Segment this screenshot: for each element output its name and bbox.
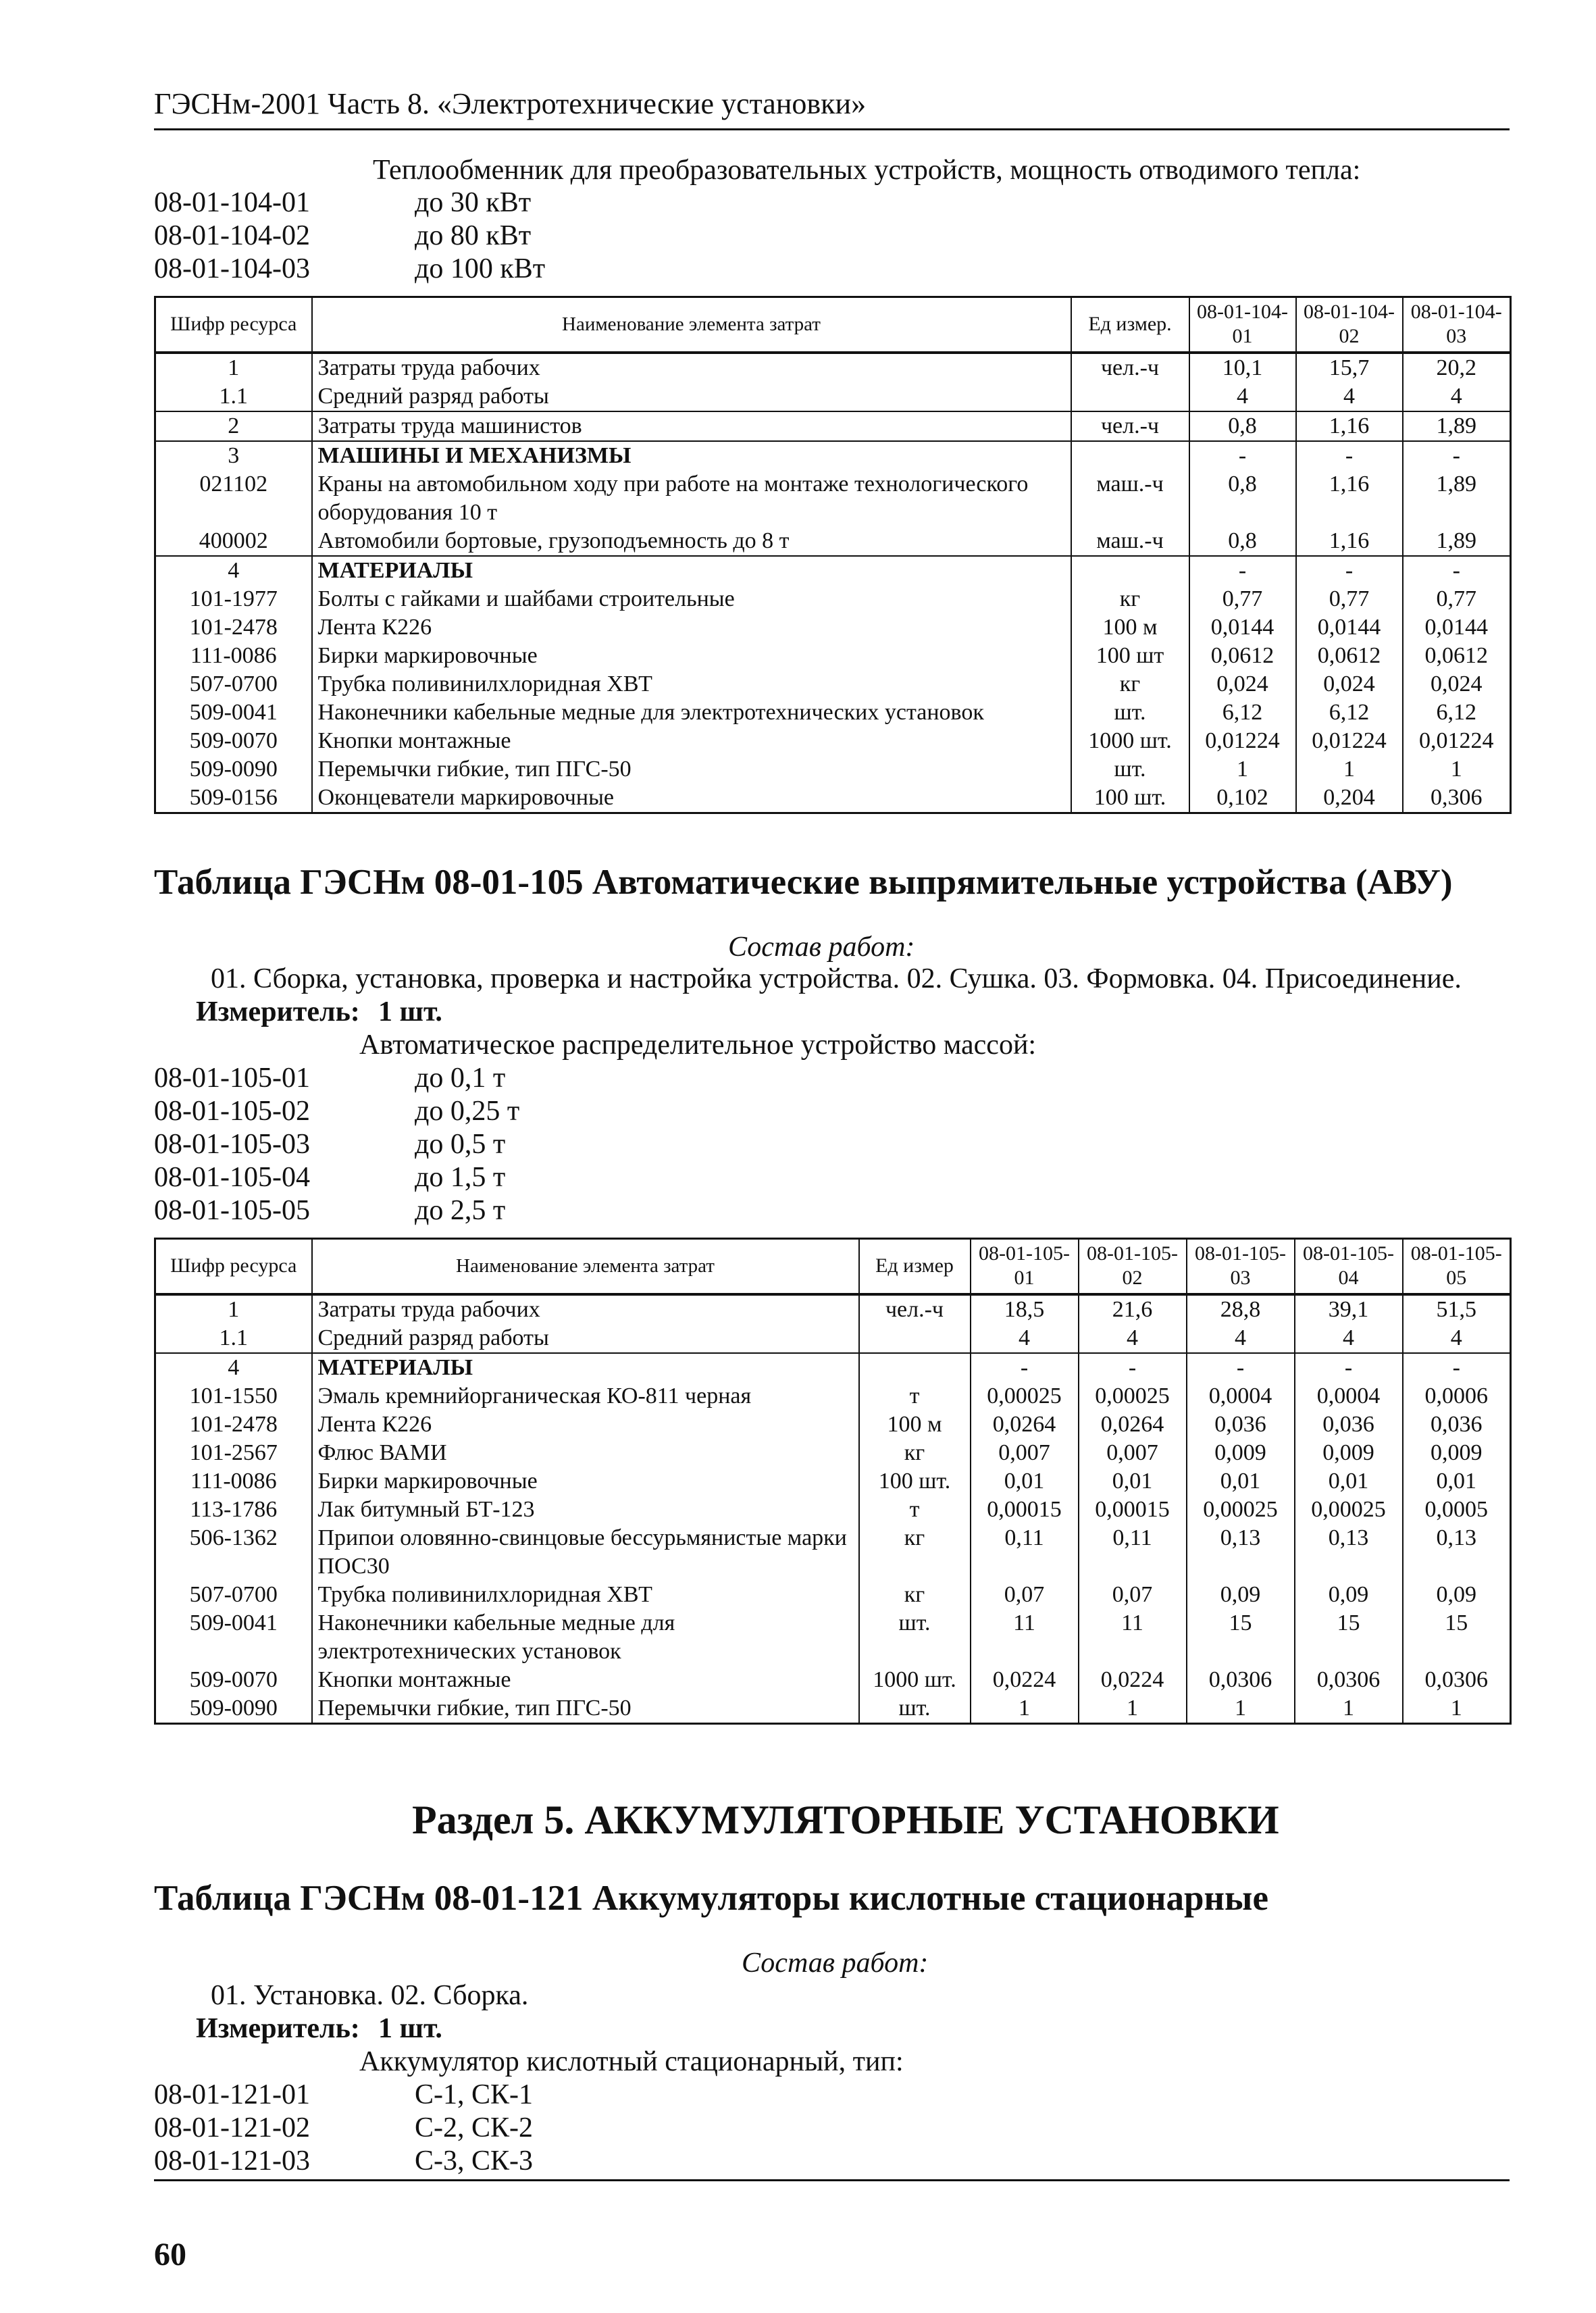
cell-value: 15 (1295, 1609, 1403, 1666)
cell-code: 1.1 (155, 382, 312, 411)
col-header-name: Наименование элемента затрат (312, 1239, 859, 1294)
cell-value: 0,0144 (1189, 613, 1296, 642)
cell-value: 0,024 (1403, 670, 1511, 698)
cell-value: 0,0005 (1403, 1496, 1511, 1524)
col-header-code: Шифр ресурса (155, 1239, 312, 1294)
cell-name: Затраты труда рабочих (312, 1294, 859, 1324)
cell-code: 1 (155, 353, 312, 382)
table-row (155, 1467, 1511, 1496)
cell-value: 11 (1079, 1609, 1187, 1666)
cell-value: 0,11 (1079, 1524, 1187, 1581)
block3-item-value: С-1, СК-1 (415, 2079, 534, 2110)
cell-name: Средний разряд работы (312, 1324, 859, 1353)
cell-value: 0,007 (1079, 1439, 1187, 1467)
cell-value: 0,0224 (971, 1666, 1079, 1694)
cell-value: - (1187, 1353, 1295, 1382)
resource-table-104 (154, 296, 1512, 814)
cell-value: 0,01224 (1296, 727, 1403, 755)
table-row (155, 1353, 1511, 1382)
cell-value: 0,01 (1295, 1467, 1403, 1496)
cell-value: 0,0306 (1187, 1666, 1295, 1694)
cell-value: 0,0224 (1079, 1666, 1187, 1694)
cell-value: 0,007 (971, 1439, 1079, 1467)
cell-value: 1,89 (1403, 411, 1511, 441)
cell-value: 4 (1403, 1324, 1511, 1353)
cell-name: Затраты труда машинистов (312, 411, 1071, 441)
col-header-norm: 08-01-104-02 (1296, 297, 1403, 353)
block2-item-code: 08-01-105-04 (154, 1162, 310, 1193)
cell-value: 0,09 (1403, 1581, 1511, 1609)
cell-unit: 100 м (1071, 613, 1189, 642)
cell-value: - (1079, 1353, 1187, 1382)
cell-name: Наконечники кабельные медные для электротехнических установок (312, 698, 1071, 727)
cell-code: 506-1362 (155, 1524, 312, 1581)
cell-unit: кг (1071, 670, 1189, 698)
cell-value: 0,009 (1403, 1439, 1511, 1467)
cell-value: 0,00025 (1079, 1382, 1187, 1410)
table-row (155, 727, 1511, 755)
cell-code: 1.1 (155, 1324, 312, 1353)
table-row (155, 585, 1511, 613)
cell-value: 28,8 (1187, 1294, 1295, 1324)
cell-name: Кнопки монтажные (312, 1666, 859, 1694)
col-header-norm: 08-01-105-05 (1403, 1239, 1511, 1294)
table-row (155, 353, 1511, 382)
block2-item-value: до 0,5 т (415, 1129, 506, 1160)
table-row (155, 441, 1511, 470)
cell-code: 509-0090 (155, 1694, 312, 1724)
cell-value: 0,024 (1296, 670, 1403, 698)
cell-unit: шт. (859, 1609, 971, 1666)
cell-unit: 1000 шт. (859, 1666, 971, 1694)
cell-code: 509-0090 (155, 755, 312, 784)
composition-label: Состав работ: (728, 932, 915, 963)
cell-unit: 100 шт (1071, 642, 1189, 670)
cell-code: 111-0086 (155, 1467, 312, 1496)
cell-value: 0,036 (1295, 1410, 1403, 1439)
cell-name: МАТЕРИАЛЫ (312, 556, 1071, 585)
cell-value: 0,036 (1187, 1410, 1295, 1439)
cell-value: 18,5 (971, 1294, 1079, 1324)
block3-item-code: 08-01-121-01 (154, 2079, 310, 2110)
cell-name: Лак битумный БТ-123 (312, 1496, 859, 1524)
cell-value: 0,0144 (1296, 613, 1403, 642)
table-row (155, 1410, 1511, 1439)
cell-name: Трубка поливинилхлоридная ХВТ (312, 1581, 859, 1609)
cell-value: 4 (1295, 1324, 1403, 1353)
cell-value: 0,009 (1187, 1439, 1295, 1467)
cell-unit: т (859, 1496, 971, 1524)
col-header-norm: 08-01-104-03 (1403, 297, 1511, 353)
cell-value: 0,0612 (1403, 642, 1511, 670)
composition-text: 01. Установка. 02. Сборка. (211, 1980, 529, 2011)
cell-value: 21,6 (1079, 1294, 1187, 1324)
cell-value: - (1403, 1353, 1511, 1382)
cell-unit: кг (1071, 585, 1189, 613)
block1-item-value: до 30 кВт (415, 187, 532, 218)
table-row (155, 1609, 1511, 1666)
cell-value: 0,13 (1295, 1524, 1403, 1581)
cell-value: 10,1 (1189, 353, 1296, 382)
meter-value: 1 шт. (378, 2013, 442, 2044)
cell-unit (1071, 556, 1189, 585)
cell-value: 0,01224 (1189, 727, 1296, 755)
cell-unit: т (859, 1382, 971, 1410)
cell-code: 400002 (155, 527, 312, 556)
page-number: 60 (154, 2237, 186, 2272)
cell-name: Средний разряд работы (312, 382, 1071, 411)
cell-value: 4 (971, 1324, 1079, 1353)
cell-name: Краны на автомобильном ходу при работе на монтаже технологического оборудования 10 т (312, 470, 1071, 527)
cell-value: 6,12 (1403, 698, 1511, 727)
block2-item-value: до 0,25 т (415, 1096, 520, 1127)
cell-value: - (1295, 1353, 1403, 1382)
composition-label: Состав работ: (742, 1948, 929, 1979)
table-row (155, 1694, 1511, 1724)
cell-name: Припои оловянно-свинцовые бессурьмянистые марки ПОС30 (312, 1524, 859, 1581)
cell-value: 1 (1295, 1694, 1403, 1724)
cell-value: 15 (1403, 1609, 1511, 1666)
table-row (155, 642, 1511, 670)
cell-code: 507-0700 (155, 670, 312, 698)
cell-value: 0,01 (1403, 1467, 1511, 1496)
block1-item-value: до 100 кВт (415, 253, 546, 284)
cell-code: 509-0070 (155, 1666, 312, 1694)
cell-value: 0,00025 (1295, 1496, 1403, 1524)
col-header-norm: 08-01-105-02 (1079, 1239, 1187, 1294)
cell-unit: шт. (859, 1694, 971, 1724)
cell-code: 1 (155, 1294, 312, 1324)
table-row (155, 1524, 1511, 1581)
cell-code: 4 (155, 556, 312, 585)
cell-value: 0,00025 (971, 1382, 1079, 1410)
cell-name: Кнопки монтажные (312, 727, 1071, 755)
header-rule (154, 128, 1510, 130)
cell-value: 1,89 (1403, 470, 1511, 527)
cell-value: 0,024 (1189, 670, 1296, 698)
cell-value: 0,0004 (1295, 1382, 1403, 1410)
cell-unit: чел.-ч (859, 1294, 971, 1324)
cell-value: 0,01 (1187, 1467, 1295, 1496)
block2-item-code: 08-01-105-02 (154, 1096, 310, 1127)
table-row (155, 470, 1511, 527)
cell-name: Трубка поливинилхлоридная ХВТ (312, 670, 1071, 698)
table-row (155, 1324, 1511, 1353)
cell-code: 101-1550 (155, 1382, 312, 1410)
cell-value: 0,01 (971, 1467, 1079, 1496)
block1-item-code: 08-01-104-03 (154, 253, 310, 284)
cell-value: - (1403, 556, 1511, 585)
cell-value: 0,00025 (1187, 1496, 1295, 1524)
cell-code: 509-0070 (155, 727, 312, 755)
table-row (155, 527, 1511, 556)
cell-unit: 100 м (859, 1410, 971, 1439)
cell-value: 0,07 (1079, 1581, 1187, 1609)
cell-value: 6,12 (1189, 698, 1296, 727)
col-header-unit: Ед измер (859, 1239, 971, 1294)
block3-item-value: С-2, СК-2 (415, 2112, 534, 2143)
cell-value: 0,0004 (1187, 1382, 1295, 1410)
cell-code: 111-0086 (155, 642, 312, 670)
cell-value: 0,0264 (971, 1410, 1079, 1439)
cell-name: Автомобили бортовые, грузоподъемность до 8 т (312, 527, 1071, 556)
cell-value: 1,16 (1296, 411, 1403, 441)
cell-code: 507-0700 (155, 1581, 312, 1609)
cell-value: 4 (1296, 382, 1403, 411)
cell-value: - (1403, 441, 1511, 470)
cell-value: - (1189, 441, 1296, 470)
block1-item-code: 08-01-104-01 (154, 187, 310, 218)
cell-value: - (1296, 556, 1403, 585)
cell-value: 1 (1296, 755, 1403, 784)
block1-item-code: 08-01-104-02 (154, 220, 310, 251)
section-title: Раздел 5. АККУМУЛЯТОРНЫЕ УСТАНОВКИ (412, 1798, 1279, 1842)
table-title-105: Таблица ГЭСНм 08-01-105 Автоматические выпрямительные устройства (АВУ) (154, 863, 1453, 902)
cell-unit: 100 шт. (1071, 784, 1189, 813)
cell-value: 0,8 (1189, 470, 1296, 527)
col-header-norm: 08-01-105-03 (1187, 1239, 1295, 1294)
cell-value: 15 (1187, 1609, 1295, 1666)
cell-value: 4 (1189, 382, 1296, 411)
table-row (155, 1666, 1511, 1694)
cell-value: 0,77 (1296, 585, 1403, 613)
cell-name: Болты с гайками и шайбами строительные (312, 585, 1071, 613)
block3-item-value: С-3, СК-3 (415, 2145, 534, 2177)
cell-value: 0,00015 (1079, 1496, 1187, 1524)
cell-name: Флюс ВАМИ (312, 1439, 859, 1467)
cell-unit (859, 1324, 971, 1353)
block3-item-code: 08-01-121-02 (154, 2112, 310, 2143)
cell-value: 0,0264 (1079, 1410, 1187, 1439)
block2-item-code: 08-01-105-03 (154, 1129, 310, 1160)
table-row (155, 1439, 1511, 1467)
cell-value: 0,0144 (1403, 613, 1511, 642)
cell-code: 3 (155, 441, 312, 470)
cell-value: 1 (1079, 1694, 1187, 1724)
cell-unit (1071, 382, 1189, 411)
block2-intro: Автоматическое распределительное устройство массой: (359, 1030, 1037, 1061)
table-row (155, 1581, 1511, 1609)
cell-value: 1,89 (1403, 527, 1511, 556)
cell-value: 1 (1403, 755, 1511, 784)
table-row (155, 755, 1511, 784)
meter-label: Измеритель: (196, 2013, 360, 2044)
cell-code: 509-0156 (155, 784, 312, 813)
cell-code: 101-2478 (155, 613, 312, 642)
cell-unit: кг (859, 1581, 971, 1609)
table-row (155, 382, 1511, 411)
cell-name: Перемычки гибкие, тип ПГС-50 (312, 1694, 859, 1724)
cell-name: Лента К226 (312, 613, 1071, 642)
cell-name: Лента К226 (312, 1410, 859, 1439)
cell-value: 51,5 (1403, 1294, 1511, 1324)
cell-unit (859, 1353, 971, 1382)
cell-unit: чел.-ч (1071, 411, 1189, 441)
col-header-code: Шифр ресурса (155, 297, 312, 353)
cell-value: 0,09 (1187, 1581, 1295, 1609)
cell-value: 1 (971, 1694, 1079, 1724)
cell-value: 0,204 (1296, 784, 1403, 813)
cell-value: 0,0006 (1403, 1382, 1511, 1410)
cell-name: Оконцеватели маркировочные (312, 784, 1071, 813)
cell-value: 0,09 (1295, 1581, 1403, 1609)
cell-value: 0,00015 (971, 1496, 1079, 1524)
table-row (155, 1496, 1511, 1524)
cell-name: Бирки маркировочные (312, 1467, 859, 1496)
col-header-norm: 08-01-105-01 (971, 1239, 1079, 1294)
table-row (155, 613, 1511, 642)
block1-intro: Теплообменник для преобразовательных устройств, мощность отводимого тепла: (373, 155, 1361, 186)
table-row (155, 1294, 1511, 1324)
cell-unit: шт. (1071, 698, 1189, 727)
col-header-unit: Ед измер. (1071, 297, 1189, 353)
cell-unit: чел.-ч (1071, 353, 1189, 382)
meter-label: Измеритель: (196, 996, 360, 1027)
cell-unit: кг (859, 1439, 971, 1467)
cell-value: 0,13 (1403, 1524, 1511, 1581)
block2-item-value: до 2,5 т (415, 1195, 506, 1226)
cell-code: 509-0041 (155, 698, 312, 727)
cell-code: 021102 (155, 470, 312, 527)
block3-intro: Аккумулятор кислотный стационарный, тип: (359, 2046, 904, 2077)
meter-value: 1 шт. (378, 996, 442, 1027)
cell-value: - (971, 1353, 1079, 1382)
col-header-name: Наименование элемента затрат (312, 297, 1071, 353)
table-row (155, 784, 1511, 813)
table-row (155, 556, 1511, 585)
table-title-121: Таблица ГЭСНм 08-01-121 Аккумуляторы кислотные стационарные (154, 1879, 1268, 1918)
cell-value: 0,13 (1187, 1524, 1295, 1581)
cell-code: 113-1786 (155, 1496, 312, 1524)
cell-name: Перемычки гибкие, тип ПГС-50 (312, 755, 1071, 784)
cell-unit: шт. (1071, 755, 1189, 784)
cell-unit: 100 шт. (859, 1467, 971, 1496)
cell-value: 1,16 (1296, 470, 1403, 527)
col-header-norm: 08-01-104-01 (1189, 297, 1296, 353)
table-row (155, 411, 1511, 441)
cell-name: Эмаль кремнийорганическая КО-811 черная (312, 1382, 859, 1410)
resource-table-105 (154, 1238, 1512, 1725)
cell-name: МАТЕРИАЛЫ (312, 1353, 859, 1382)
cell-value: 1 (1187, 1694, 1295, 1724)
col-header-norm: 08-01-105-04 (1295, 1239, 1403, 1294)
cell-value: 0,102 (1189, 784, 1296, 813)
cell-value: 0,0306 (1403, 1666, 1511, 1694)
cell-value: 4 (1187, 1324, 1295, 1353)
cell-code: 4 (155, 1353, 312, 1382)
table-row (155, 670, 1511, 698)
cell-value: 0,01 (1079, 1467, 1187, 1496)
cell-value: 15,7 (1296, 353, 1403, 382)
cell-code: 509-0041 (155, 1609, 312, 1666)
cell-name: МАШИНЫ И МЕХАНИЗМЫ (312, 441, 1071, 470)
cell-value: 39,1 (1295, 1294, 1403, 1324)
cell-value: 0,77 (1403, 585, 1511, 613)
cell-value: - (1189, 556, 1296, 585)
cell-value: 1 (1189, 755, 1296, 784)
cell-code: 101-2567 (155, 1439, 312, 1467)
block3-item-code: 08-01-121-03 (154, 2145, 310, 2177)
cell-code: 2 (155, 411, 312, 441)
page-header: ГЭСНм-2001 Часть 8. «Электротехнические установки» (154, 87, 867, 120)
block1-item-value: до 80 кВт (415, 220, 532, 251)
cell-value: 0,306 (1403, 784, 1511, 813)
cell-name: Бирки маркировочные (312, 642, 1071, 670)
block2-item-code: 08-01-105-05 (154, 1195, 310, 1226)
cell-value: 0,8 (1189, 411, 1296, 441)
cell-unit: 1000 шт. (1071, 727, 1189, 755)
cell-value: 0,01224 (1403, 727, 1511, 755)
cell-value: 0,009 (1295, 1439, 1403, 1467)
block2-item-code: 08-01-105-01 (154, 1063, 310, 1094)
cell-value: 11 (971, 1609, 1079, 1666)
cell-value: 0,11 (971, 1524, 1079, 1581)
cell-value: 0,77 (1189, 585, 1296, 613)
cell-value: 0,8 (1189, 527, 1296, 556)
block2-item-value: до 1,5 т (415, 1162, 506, 1193)
cell-unit (1071, 441, 1189, 470)
cell-unit: маш.-ч (1071, 470, 1189, 527)
table-row (155, 1382, 1511, 1410)
table-body (155, 353, 1511, 813)
cell-value: 0,07 (971, 1581, 1079, 1609)
block2-item-value: до 0,1 т (415, 1063, 506, 1094)
cell-name: Затраты труда рабочих (312, 353, 1071, 382)
cell-value: 6,12 (1296, 698, 1403, 727)
cell-value: 4 (1403, 382, 1511, 411)
footer-rule (154, 2179, 1510, 2181)
cell-value: 1,16 (1296, 527, 1403, 556)
table-body (155, 1294, 1511, 1724)
composition-text: 01. Сборка, установка, проверка и настройка устройства. 02. Сушка. 03. Формовка. 04. Присоединение. (211, 963, 1462, 994)
cell-unit: маш.-ч (1071, 527, 1189, 556)
cell-value: 0,036 (1403, 1410, 1511, 1439)
cell-value: 20,2 (1403, 353, 1511, 382)
cell-code: 101-1977 (155, 585, 312, 613)
cell-name: Наконечники кабельные медные для электротехнических установок (312, 1609, 859, 1666)
cell-value: 1 (1403, 1694, 1511, 1724)
cell-value: - (1296, 441, 1403, 470)
cell-unit: кг (859, 1524, 971, 1581)
cell-value: 0,0612 (1296, 642, 1403, 670)
table-row (155, 698, 1511, 727)
cell-code: 101-2478 (155, 1410, 312, 1439)
cell-value: 0,0612 (1189, 642, 1296, 670)
cell-value: 4 (1079, 1324, 1187, 1353)
cell-value: 0,0306 (1295, 1666, 1403, 1694)
